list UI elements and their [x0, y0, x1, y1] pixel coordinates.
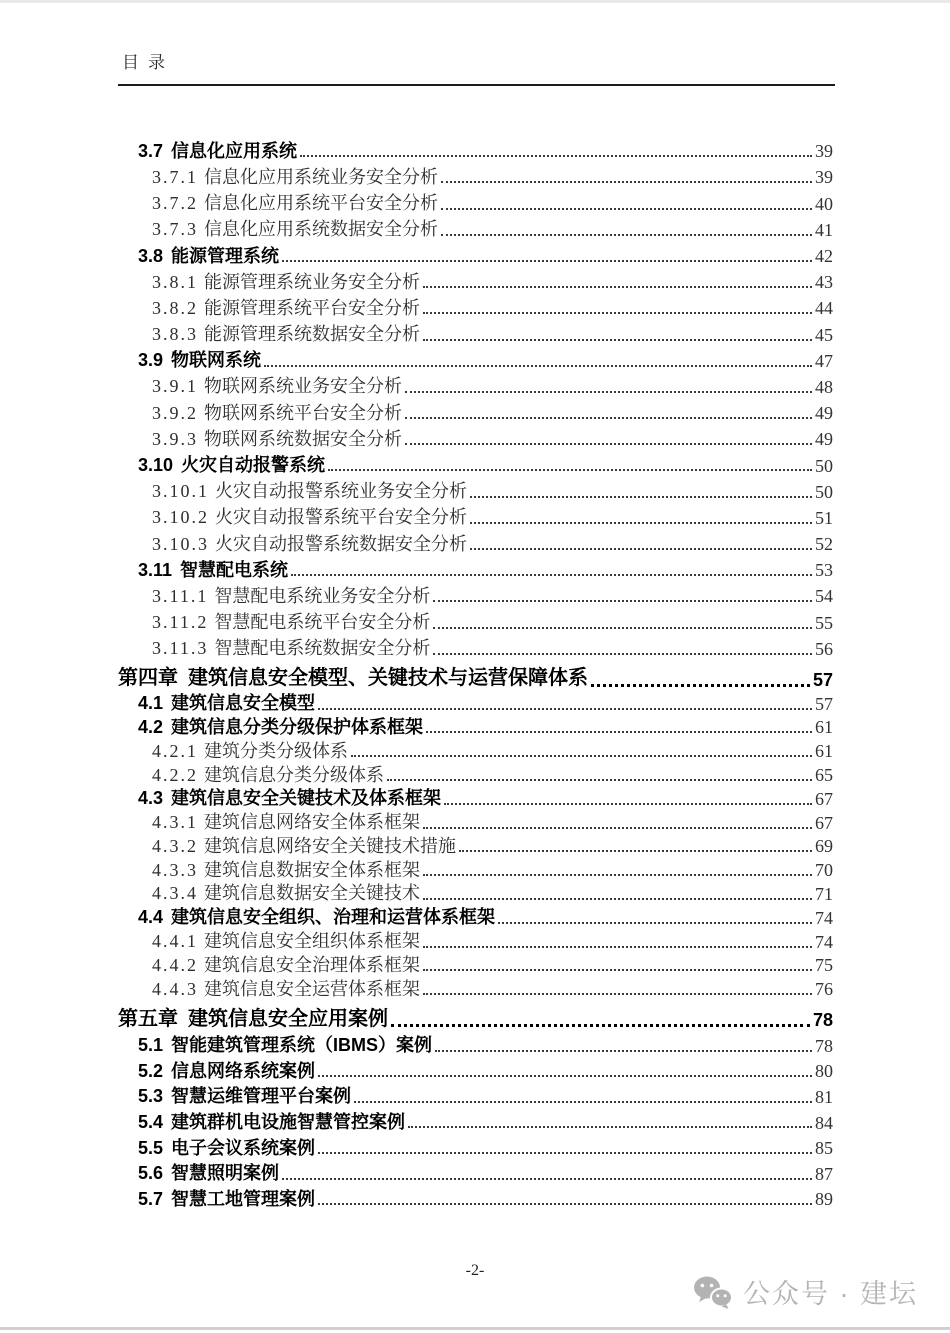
toc-entry-number: 3.8.1: [152, 271, 198, 292]
toc-entry[interactable]: [118, 423, 833, 449]
toc-entry-page-number: 45: [815, 324, 833, 345]
toc-entry[interactable]: [118, 633, 833, 659]
toc-entry[interactable]: [118, 292, 833, 318]
toc-entry-title: 建筑信息数据安全体系框架: [204, 859, 420, 880]
toc-entry-page-number: 53: [815, 560, 833, 581]
toc-leader-dots: [391, 1024, 810, 1027]
toc-entry-page-number: 65: [815, 765, 833, 786]
toc-entry-number: 3.11.2: [152, 612, 209, 633]
toc-entry[interactable]: [118, 761, 833, 785]
toc-entry[interactable]: [118, 809, 833, 833]
toc-entry[interactable]: [118, 606, 833, 632]
toc-entry-title: 智慧配电系统业务安全分析: [214, 585, 431, 606]
toc-entry-title: 信息化应用系统平台安全分析: [204, 193, 438, 214]
toc-entry-page-number: 85: [815, 1138, 833, 1159]
toc-entry-title: 智慧工地管理案例: [171, 1188, 316, 1209]
toc-entry-title: 火灾自动报警系统: [181, 455, 326, 475]
toc-entry[interactable]: [118, 266, 833, 292]
toc-entry-title: 建筑信息分类分级保护体系框架: [171, 716, 424, 737]
toc-leader-dots: [423, 969, 812, 971]
toc-entry-number: 3.7.1: [152, 166, 198, 187]
toc-entry-number: 3.9.1: [152, 376, 198, 397]
toc-leader-dots: [318, 1152, 812, 1154]
toc-entry-number: 5.4: [138, 1112, 164, 1133]
toc-entry-title: 建筑信息安全组织体系框架: [204, 931, 420, 952]
toc-entry-page-number: 78: [812, 1010, 833, 1031]
toc-entry[interactable]: [118, 1158, 833, 1184]
toc-entry-title: 物联网系统平台安全分析: [204, 402, 402, 423]
toc-entry-page-number: 50: [815, 455, 833, 476]
toc-entry-page-number: 61: [815, 717, 833, 738]
toc-entry-number: 3.11.3: [152, 638, 209, 659]
toc-entry-title: 火灾自动报警系统业务安全分析: [215, 481, 467, 502]
toc-entry-number: 3.10.2: [152, 507, 209, 528]
toc-entry-title: 建筑信息网络安全关键技术措施: [204, 835, 456, 856]
toc-leader-dots: [408, 1126, 812, 1128]
toc-entry-page-number: 74: [815, 907, 833, 928]
toc-leader-dots: [426, 731, 812, 733]
toc-entry-title: 智慧配电系统数据安全分析: [214, 638, 431, 659]
toc-entry-page-number: 43: [815, 272, 833, 293]
toc-entry-page-number: 48: [815, 376, 833, 397]
toc-entry[interactable]: [118, 1184, 833, 1210]
toc-entry[interactable]: [118, 737, 833, 761]
toc-leader-dots: [470, 522, 812, 524]
toc-leader-dots: [328, 469, 812, 471]
toc-entry-title: 建筑信息安全关键技术及体系框架: [171, 788, 442, 809]
toc-leader-dots: [459, 850, 812, 852]
toc-entry-title: 建筑信息安全运营体系框架: [204, 978, 420, 999]
toc-leader-dots: [291, 574, 812, 576]
toc-entry-page-number: 51: [815, 507, 833, 528]
toc-entry[interactable]: [118, 1056, 833, 1082]
toc-entry[interactable]: [118, 580, 833, 606]
toc-leader-dots: [423, 898, 812, 900]
toc-leader-dots: [387, 779, 812, 781]
toc-entry-title: 智慧配电系统: [180, 559, 289, 580]
toc-entry-number: 3.10.1: [152, 481, 209, 502]
toc-entry-number: 5.1: [138, 1035, 164, 1056]
watermark-text: 公众号 · 建坛: [743, 1279, 918, 1309]
toc-entry-page-number: 84: [815, 1112, 833, 1133]
toc-leader-dots: [264, 365, 812, 367]
toc-entry-title: 建筑信息安全应用案例: [188, 1007, 388, 1030]
document-header: [122, 48, 174, 73]
toc-leader-dots: [470, 548, 812, 550]
toc-entry-number: 4.3.1: [152, 812, 198, 833]
toc-entry[interactable]: [118, 952, 833, 976]
toc-entry-number: 4.3.3: [152, 859, 198, 880]
toc-entry-page-number: 71: [815, 884, 833, 905]
toc-entry[interactable]: [118, 1030, 833, 1056]
toc-entry-number: 4.4.1: [152, 931, 198, 952]
toc-entry-number: 4.4.2: [152, 954, 198, 975]
toc-entry[interactable]: [118, 502, 833, 528]
toc-entry-page-number: 54: [815, 586, 833, 607]
toc-entry-title: 信息化应用系统: [171, 140, 298, 161]
toc-entry-page-number: 67: [815, 788, 833, 809]
toc-leader-dots: [423, 874, 812, 876]
toc-entry-number: 4.2: [138, 716, 164, 737]
toc-entry[interactable]: [118, 371, 833, 397]
toc-entry-page-number: 80: [815, 1061, 833, 1082]
toc-entry[interactable]: [118, 475, 833, 501]
toc-leader-dots: [435, 1050, 812, 1052]
toc-leader-dots: [441, 208, 812, 210]
toc-leader-dots: [423, 993, 812, 995]
toc-entry-page-number: 39: [815, 167, 833, 188]
toc-entry-title: 建筑信息分类分级体系: [204, 764, 384, 785]
toc-entry-title: 建筑分类分级体系: [204, 740, 348, 761]
toc-entry-page-number: 44: [815, 298, 833, 319]
toc-leader-dots: [433, 627, 812, 629]
toc-entry-number: 5.6: [138, 1163, 164, 1184]
toc-leader-dots: [282, 260, 812, 262]
toc-leader-dots: [441, 181, 812, 183]
toc-leader-dots: [433, 600, 812, 602]
toc-leader-dots: [423, 946, 812, 948]
toc-leader-dots: [591, 684, 810, 687]
toc-entry-number: 3.9.3: [152, 428, 198, 449]
toc-entry[interactable]: [118, 187, 833, 213]
header-title: 目录: [122, 53, 174, 72]
toc-entry-number: 4.3.2: [152, 835, 198, 856]
toc-entry-page-number: 40: [815, 193, 833, 214]
toc-entry-page-number: 69: [815, 836, 833, 857]
toc-entry[interactable]: [118, 928, 833, 952]
toc-entry-title: 建筑信息网络安全体系框架: [204, 812, 420, 833]
toc-leader-dots: [423, 286, 812, 288]
toc-entry-title: 能源管理系统平台安全分析: [204, 297, 420, 318]
toc-leader-dots: [405, 443, 812, 445]
toc-entry-number: 5.3: [138, 1086, 164, 1107]
toc-entry[interactable]: [118, 1132, 833, 1158]
toc-entry-page-number: 39: [815, 141, 833, 162]
toc-leader-dots: [423, 312, 812, 314]
toc-leader-dots: [318, 708, 812, 710]
toc-entry-title: 火灾自动报警系统数据安全分析: [215, 533, 467, 554]
toc-entry-number: 4.3.4: [152, 883, 198, 904]
toc-entry-title: 智慧运维管理平台案例: [171, 1086, 352, 1107]
toc-entry-page-number: 70: [815, 860, 833, 881]
toc-entry-title: 能源管理系统: [171, 245, 280, 266]
toc-entry-title: 智慧照明案例: [171, 1163, 280, 1184]
toc-entry-number: 3.7.3: [152, 219, 198, 240]
toc-entry-number: 3.9.2: [152, 402, 198, 423]
toc-entry-number: 3.10.3: [152, 533, 209, 554]
toc-entry-number: 4.2.1: [152, 740, 198, 761]
toc-entry-page-number: 81: [815, 1087, 833, 1107]
toc-entry-page-number: 42: [815, 246, 833, 267]
toc-entry[interactable]: [118, 1081, 833, 1107]
toc-entry[interactable]: [118, 397, 833, 423]
toc-entry[interactable]: [118, 449, 833, 475]
toc-entry-number: 4.4: [138, 907, 164, 928]
toc-leader-dots: [282, 1178, 812, 1180]
toc-entry[interactable]: [118, 161, 833, 187]
toc-entry-number: 5.7: [138, 1188, 164, 1209]
toc-entry-number: 5.5: [138, 1137, 164, 1158]
header-rule: [118, 84, 835, 86]
wechat-icon: [693, 1275, 733, 1309]
toc-entry[interactable]: [118, 554, 833, 580]
toc-entry[interactable]: [118, 714, 833, 738]
toc-entry-page-number: 74: [815, 931, 833, 952]
toc-entry-page-number: 76: [815, 979, 833, 1000]
toc-entry-number: 3.8.2: [152, 297, 198, 318]
toc-leader-dots: [405, 417, 812, 419]
toc-entry[interactable]: [118, 904, 833, 928]
toc-entry-title: 物联网系统: [171, 350, 262, 371]
toc-entry-number: 3.11: [138, 559, 173, 580]
toc-entry-page-number: 52: [815, 534, 833, 555]
toc-entry-title: 建筑信息安全组织、治理和运营体系框架: [171, 907, 496, 928]
toc-entry-page-number: 61: [815, 741, 833, 762]
toc-entry-page-number: 67: [815, 812, 833, 833]
toc-entry-page-number: 78: [815, 1035, 833, 1056]
toc-entry-title: 建筑信息安全模型: [171, 693, 316, 714]
toc-entry-page-number: 55: [815, 612, 833, 633]
toc-entry[interactable]: [118, 1107, 833, 1133]
toc-entry-number: 3.7: [138, 140, 164, 161]
toc-entry[interactable]: [118, 785, 833, 809]
toc-entry-title: 物联网系统业务安全分析: [204, 376, 402, 397]
toc-leader-dots: [441, 234, 812, 236]
toc-entry-page-number: 49: [815, 429, 833, 450]
toc-leader-dots: [423, 827, 812, 829]
page-top-edge: [0, 0, 950, 3]
watermark: [693, 1272, 918, 1311]
toc-entry-number: 3.11.1: [152, 585, 209, 606]
toc-entry[interactable]: [118, 880, 833, 904]
toc-leader-dots: [405, 391, 812, 393]
toc-entry-title: 智慧配电系统平台安全分析: [214, 612, 431, 633]
toc-entry-title: 火灾自动报警系统平台安全分析: [215, 507, 467, 528]
toc-leader-dots: [444, 803, 812, 805]
toc-entry-page-number: 87: [815, 1163, 833, 1184]
toc-entry-number: 第五章: [118, 1007, 178, 1030]
toc-entry-title: 电子会议系统案例: [171, 1137, 316, 1158]
toc-entry-page-number: 41: [815, 219, 833, 240]
toc-entry[interactable]: [118, 1002, 833, 1030]
toc-leader-dots: [470, 496, 812, 498]
toc-entry-page-number: 89: [815, 1189, 833, 1210]
toc-entry-page-number: 57: [812, 669, 833, 690]
page-number: -2-: [465, 1262, 485, 1279]
toc-entry-title: 信息化应用系统数据安全分析: [204, 219, 438, 240]
toc-entry-number: 5.2: [138, 1060, 164, 1081]
toc-entry[interactable]: [118, 833, 833, 857]
toc-entry-number: 3.9: [138, 350, 164, 371]
toc-entry-number: 4.1: [138, 693, 164, 714]
toc-entry[interactable]: [118, 975, 833, 999]
toc-entry[interactable]: [118, 240, 833, 266]
toc-entry[interactable]: [118, 528, 833, 554]
toc-entry-page-number: 49: [815, 403, 833, 424]
toc-entry[interactable]: [118, 856, 833, 880]
table-of-contents: [118, 135, 833, 1209]
toc-entry-number: 4.2.2: [152, 764, 198, 785]
toc-entry-page-number: 75: [815, 955, 833, 976]
toc-entry-number: 3.8.3: [152, 324, 198, 345]
toc-entry-title: 信息化应用系统业务安全分析: [204, 166, 438, 187]
toc-entry[interactable]: [118, 318, 833, 344]
toc-entry-page-number: 57: [815, 693, 833, 714]
toc-entry-number: 4.3: [138, 788, 164, 809]
toc-entry-title: 能源管理系统业务安全分析: [204, 271, 420, 292]
toc-entry[interactable]: [118, 214, 833, 240]
toc-entry-title: 建筑信息数据安全关键技术: [204, 883, 420, 904]
toc-entry[interactable]: [118, 135, 833, 161]
toc-entry-title: 信息网络系统案例: [171, 1060, 316, 1081]
toc-entry-title: 能源管理系统数据安全分析: [204, 324, 420, 345]
toc-entry[interactable]: [118, 690, 833, 714]
toc-entry-number: 3.10: [138, 455, 174, 475]
toc-entry-title: 建筑群机电设施智慧管控案例: [171, 1112, 406, 1133]
toc-leader-dots: [498, 922, 812, 924]
toc-entry-number: 4.4.3: [152, 978, 198, 999]
toc-entry[interactable]: [118, 662, 833, 690]
toc-leader-dots: [433, 653, 812, 655]
toc-entry-title: 建筑信息安全治理体系框架: [204, 954, 420, 975]
toc-entry-page-number: 56: [815, 638, 833, 659]
page-bottom-edge: [0, 1327, 950, 1330]
toc-entry-title: 建筑信息安全模型、关键技术与运营保障体系: [188, 667, 588, 690]
toc-entry-page-number: 50: [815, 481, 833, 502]
toc-entry-number: 3.8: [138, 245, 164, 266]
toc-entry-number: 第四章: [118, 667, 178, 690]
toc-entry-title: 物联网系统数据安全分析: [204, 428, 402, 449]
toc-entry-title: 智能建筑管理系统（IBMS）案例: [171, 1035, 433, 1056]
toc-entry-number: 3.7.2: [152, 193, 198, 214]
toc-leader-dots: [318, 1075, 812, 1077]
toc-leader-dots: [354, 1101, 812, 1103]
toc-leader-dots: [351, 755, 812, 757]
toc-leader-dots: [300, 155, 812, 157]
toc-leader-dots: [423, 339, 812, 341]
toc-entry[interactable]: [118, 345, 833, 371]
toc-entry-page-number: 47: [815, 350, 833, 371]
toc-leader-dots: [318, 1203, 812, 1205]
